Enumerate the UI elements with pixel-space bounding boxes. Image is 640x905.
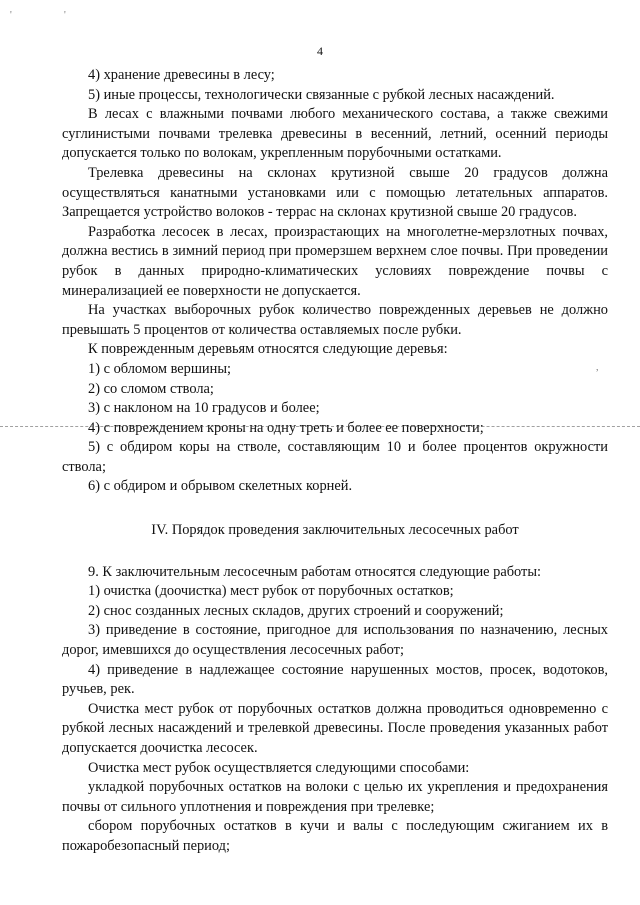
list-item: 5) с обдиром коры на стволе, составляющим 10 и более процентов окружности ствола; [62, 439, 608, 475]
page-number: 4 [317, 44, 323, 58]
list-item: 1) с обломом вершины; [88, 360, 232, 377]
paragraph: 9. К заключительным лесосечным работам относятся следующие работы: [88, 563, 541, 580]
list-item: 2) снос созданных лесных складов, других строений и сооружений; [88, 602, 504, 619]
list-item: 2) со сломом ствола; [88, 380, 214, 397]
list-item: 3) приведение в состояние, пригодное для использования по назначению, лесных дорог, имевшихся до осуществления лесосечных работ; [62, 622, 608, 659]
scan-mark-right: , [596, 362, 599, 373]
list-item: 6) с обдиром и обрывом скелетных корней. [88, 478, 353, 495]
list-item: 3) с наклоном на 10 градусов и более; [88, 400, 320, 417]
paragraph: В лесах с влажными почвами любого механического состава, а также свежими суглинистыми почвами трелевка древесины в весенний, летний, осенний периоды допускается только по волокам, укрепленным порубочными остатками. [62, 106, 608, 162]
paragraph: На участках выборочных рубок количество поврежденных деревьев не должно превышать 5 процентов от количества оставляемых после рубки. [62, 302, 608, 338]
list-item: 1) очистка (доочистка) мест рубок от порубочных остатков; [88, 583, 454, 600]
list-item: 4) с повреждением кроны на одну треть и более ее поверхности; [88, 419, 484, 436]
document-body [62, 66, 608, 857]
list-item: 5) иные процессы, технологически связанные с рубкой лесных насаждений. [88, 86, 555, 103]
paragraph: укладкой порубочных остатков на волоки с целью их укрепления и предохранения почвы от сильного уплотнения и повреждения при трелевке; [62, 779, 608, 815]
section-heading: IV. Порядок проведения заключительных лесосечных работ [151, 522, 519, 539]
paragraph: Трелевка древесины на склонах крутизной свыше 20 градусов должна осуществляться канатными установками или с помощью летательных аппаратов. Запрещается устройство волоков - террас на склонах крутизной свыше 20 градусов. [62, 164, 608, 221]
list-item: 4) хранение древесины в лесу; [88, 67, 275, 83]
list-item: 4) приведение в надлежащее состояние нарушенных мостов, просек, водотоков, ручьев, рек. [62, 661, 608, 698]
paragraph: К поврежденным деревьям относятся следующие деревья: [88, 341, 448, 358]
paragraph: Очистка мест рубок от порубочных остатков должна проводиться одновременно с рубкой лесных насаждений и трелевкой древесины. После проведения указанных работ допускается доочистка лесосек. [62, 700, 608, 756]
paragraph: Очистка мест рубок осуществляется следующими способами: [88, 759, 470, 776]
paragraph: Разработка лесосек в лесах, произрастающих на многолетне-мерзлотных почвах, должна вестись в зимний период при промерзшем верхнем слое почвы. При проведении рубок в данных природно-климатических условиях повреждение почвы с минерализацией ее поверхности не допускается. [62, 223, 608, 299]
paragraph: сбором порубочных остатков в кучи и валы с последующим сжиганием их в пожаробезопасный период; [62, 818, 608, 854]
scan-artifact-line [0, 426, 640, 427]
scan-mark-left: ' [10, 10, 12, 21]
scan-mark-center: ' [64, 10, 66, 21]
